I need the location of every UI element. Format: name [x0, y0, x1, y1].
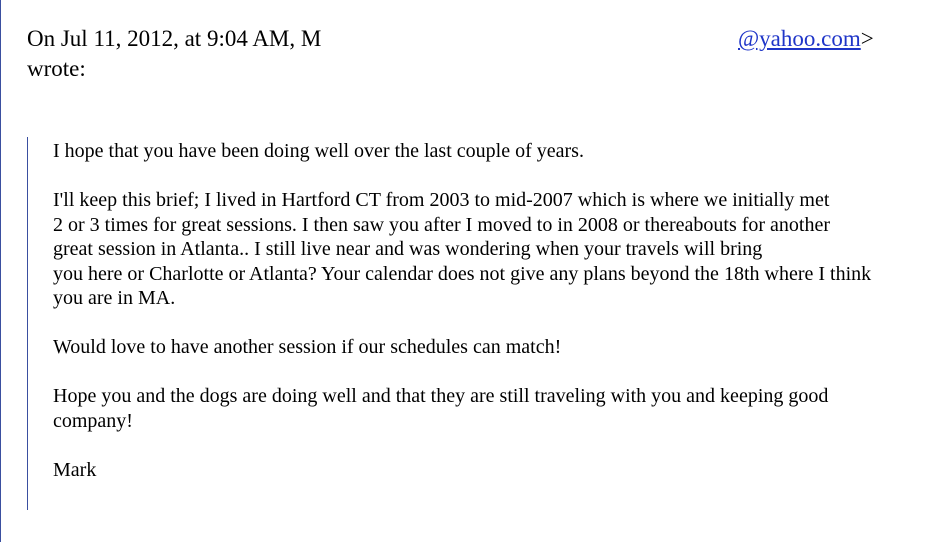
- message-paragraph-closing: Hope you and the dogs are doing well and that they are still traveling with you and keeping good company!: [53, 385, 829, 432]
- message-paragraph-details: I'll keep this brief; I lived in Hartford CT from 2003 to mid-2007 which is where we initially met 2 or 3 times for great sessions. I then saw you after I moved to in 2008 or thereabouts for another great session in Atlanta.. I still live near and was wondering when your travels will bring you here or Charlotte or Atlanta? Your calendar does not give any plans beyond the 18th where I think you are in MA.: [53, 189, 872, 309]
- email-closing-bracket: >: [860, 26, 874, 51]
- outer-quote-rule: [0, 0, 1, 542]
- sender-email: [738, 24, 874, 54]
- reply-header-line: [27, 24, 907, 54]
- wrote-label: wrote:: [27, 56, 86, 81]
- reply-header: [27, 24, 907, 84]
- reply-date-sender: On Jul 11, 2012, at 9:04 AM, M: [27, 26, 322, 51]
- quote-bar: [27, 137, 28, 510]
- sender-email-link[interactable]: @yahoo.com: [738, 26, 861, 51]
- message-paragraph-request: Would love to have another session if our schedules can match!: [53, 336, 562, 358]
- quoted-message: [53, 139, 933, 507]
- message-signature: Mark: [53, 458, 97, 481]
- message-paragraph-greeting: I hope that you have been doing well over the last couple of years.: [53, 140, 584, 162]
